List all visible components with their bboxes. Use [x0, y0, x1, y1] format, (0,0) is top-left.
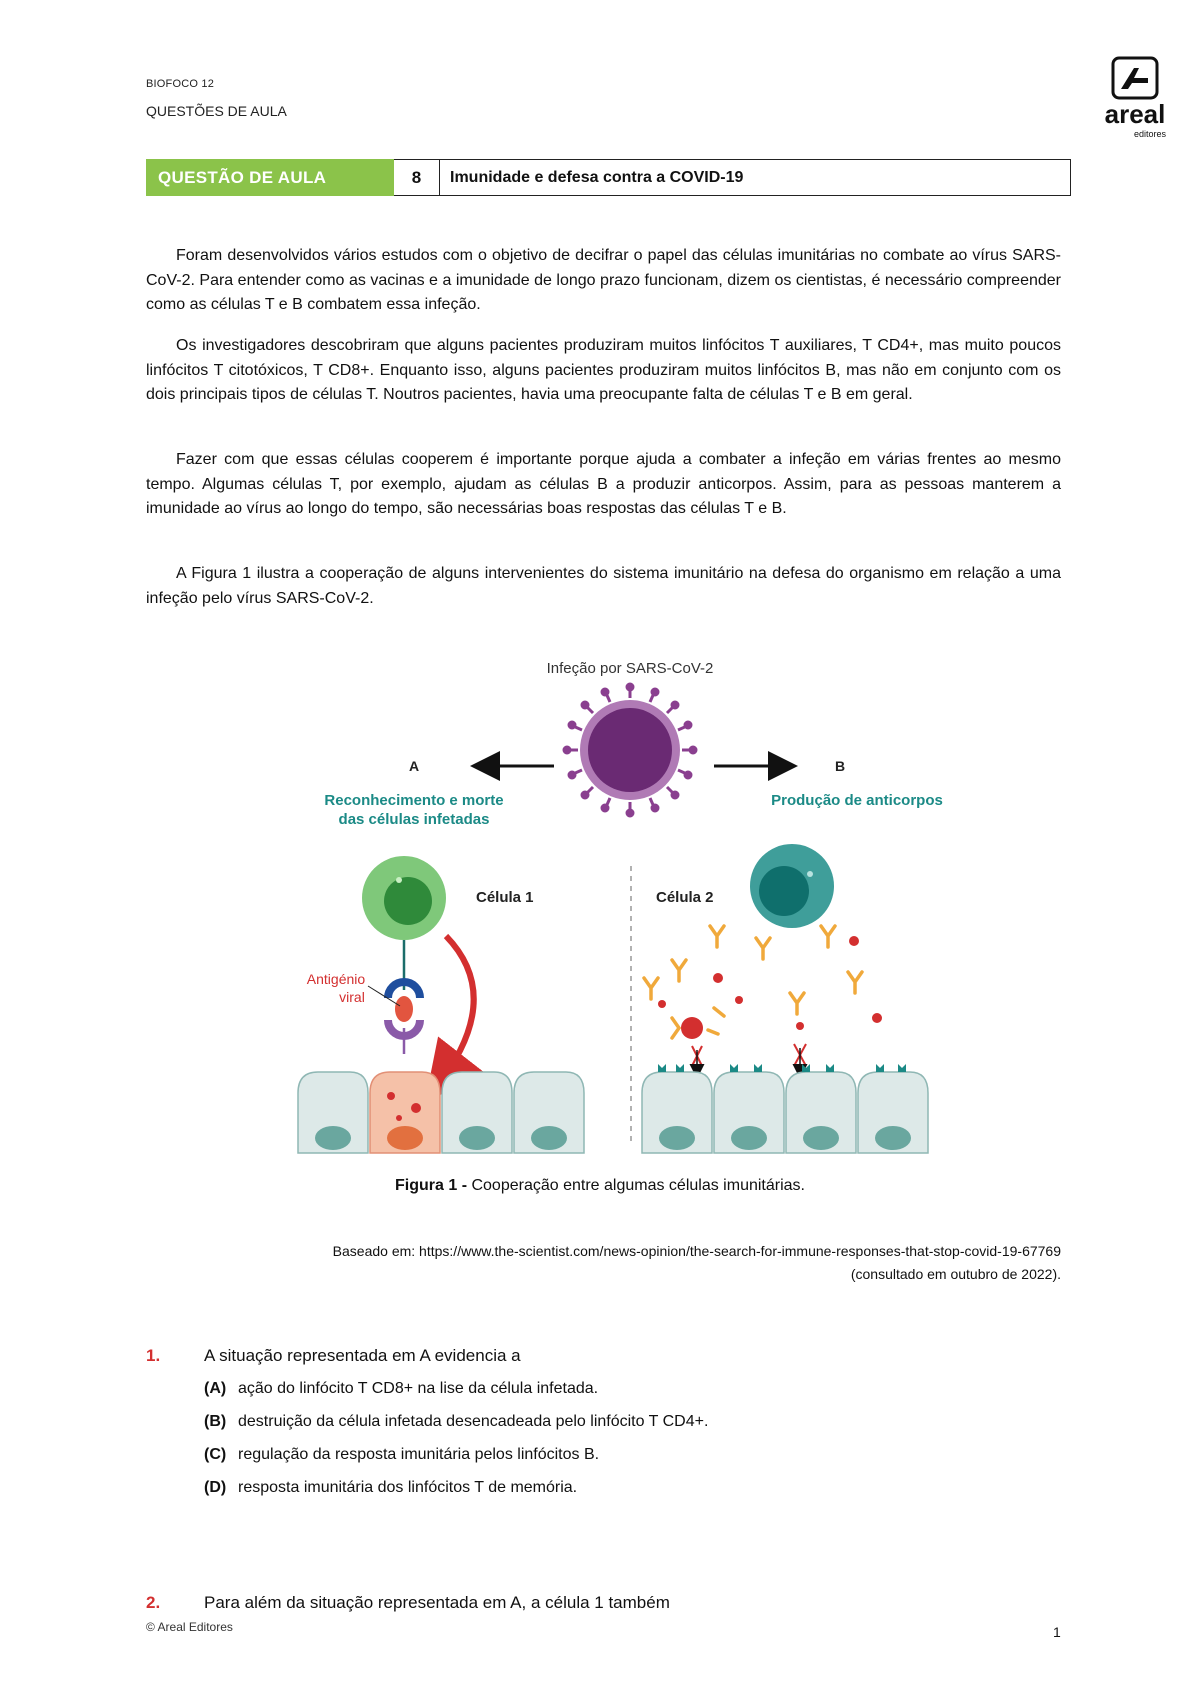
paragraph-3: Fazer com que essas células cooperem é importante porque ajuda a combater a infeção em várias frentes ao mesmo tempo. Algumas células T, por exemplo, ajudam as células B a produzir anticorpos. Assim, para as pessoas manterem a imunidade ao vírus ao longo do tempo, são necessárias boas respostas das células T e B. — [146, 451, 1061, 517]
virus-icon — [564, 684, 696, 816]
label-b-text: Produção de anticorpos — [771, 792, 943, 809]
epithelial-cells-right — [642, 1064, 928, 1153]
cell-2-icon — [750, 844, 834, 928]
option-a-text: ação do linfócito T CD8+ na lise da célula infetada. — [238, 1380, 599, 1397]
question-2 — [146, 1593, 670, 1613]
label-a-line2: das células infetadas — [338, 811, 490, 828]
question-2-number: 2. — [146, 1593, 161, 1612]
source-reference — [101, 1240, 1061, 1286]
page-number: 1 — [1053, 1624, 1061, 1640]
section-title: QUESTÕES DE AULA — [146, 103, 287, 119]
option-c — [204, 1446, 599, 1464]
option-d — [204, 1479, 577, 1497]
question-2-stem: Para além da situação representada em A, a célula 1 também — [204, 1593, 670, 1612]
question-1 — [146, 1346, 521, 1366]
option-c-letter: (C) — [204, 1446, 227, 1463]
option-d-letter: (D) — [204, 1479, 227, 1496]
question-number: 8 — [394, 159, 440, 196]
question-label: QUESTÃO DE AULA — [146, 159, 394, 196]
paragraph-1: Foram desenvolvidos vários estudos com o objetivo de decifrar o papel das células imunitárias no combate ao vírus SARS-CoV-2. Para entender como as vacinas e a imunidade de longo prazo funcionam, dizem os cientistas, é necessário compreender como as células T e B combatem essa infeção. — [146, 247, 1061, 313]
option-b-letter: (B) — [204, 1413, 227, 1430]
source-date: (consultado em outubro de 2022). — [850, 1266, 1061, 1282]
figure-caption — [0, 1177, 1200, 1195]
attack-arrow — [436, 936, 474, 1088]
paragraph-2: Os investigadores descobriram que alguns pacientes produziram muitos linfócitos T auxiliares, T CD4+, mas muito poucos linfócitos T citotóxicos, T CD8+. Enquanto isso, alguns pacientes produziram muitos linfócitos B, mas não em conjunto com os dois principais tipos de células T. Noutros pacientes, havia uma preocupante falta de células T e B em geral. — [146, 337, 1061, 403]
option-a — [204, 1380, 598, 1398]
option-a-letter: (A) — [204, 1380, 227, 1397]
figure-1 — [296, 648, 966, 1158]
logo-subtext: editores — [1133, 129, 1167, 139]
areal-logo — [1090, 56, 1180, 141]
antigen-label-2: viral — [339, 989, 365, 1005]
figure-label-a: A — [408, 758, 420, 774]
logo-text: areal — [1104, 99, 1166, 129]
cell-1-icon — [362, 856, 446, 940]
question-title: Imunidade e defesa contra a COVID-19 — [440, 159, 1071, 196]
antigen-label-1: Antigénio — [306, 971, 366, 987]
option-b — [204, 1413, 708, 1431]
figure-label-b: B — [834, 758, 846, 774]
caption-label: Figura 1 - — [395, 1177, 468, 1194]
antigen-receptor-icon — [368, 982, 420, 1054]
virus-particle-icons — [658, 936, 882, 1039]
course-name: BIOFOCO 12 — [146, 78, 215, 90]
question-1-stem: A situação representada em A evidencia a — [204, 1346, 521, 1365]
option-b-text: destruição da célula infetada desencadeada pelo linfócito T CD4+. — [238, 1413, 709, 1430]
cell-2-label: Célula 2 — [656, 889, 714, 906]
paragraph-4: A Figura 1 ilustra a cooperação de alguns intervenientes do sistema imunitário na defesa do organismo em relação a uma infeção pelo vírus SARS-CoV-2. — [146, 565, 1061, 607]
option-c-text: regulação da resposta imunitária pelos linfócitos B. — [238, 1446, 600, 1463]
option-d-text: resposta imunitária dos linfócitos T de memória. — [238, 1479, 578, 1496]
caption-text: Cooperação entre algumas células imunitárias. — [467, 1177, 805, 1194]
label-a-line1: Reconhecimento e morte — [324, 792, 504, 809]
blocked-icons — [692, 1044, 806, 1066]
question-bar — [146, 159, 1071, 196]
footer-copyright: © Areal Editores — [146, 1620, 233, 1634]
cell-1-label: Célula 1 — [476, 889, 534, 906]
source-url: Baseado em: https://www.the-scientist.com/news-opinion/the-search-for-immune-responses-that-stop-covid-19-67769 — [332, 1243, 1061, 1259]
figure-title: Infeção por SARS-CoV-2 — [546, 660, 714, 677]
question-1-number: 1. — [146, 1346, 161, 1365]
antibody-icons — [644, 926, 862, 1038]
